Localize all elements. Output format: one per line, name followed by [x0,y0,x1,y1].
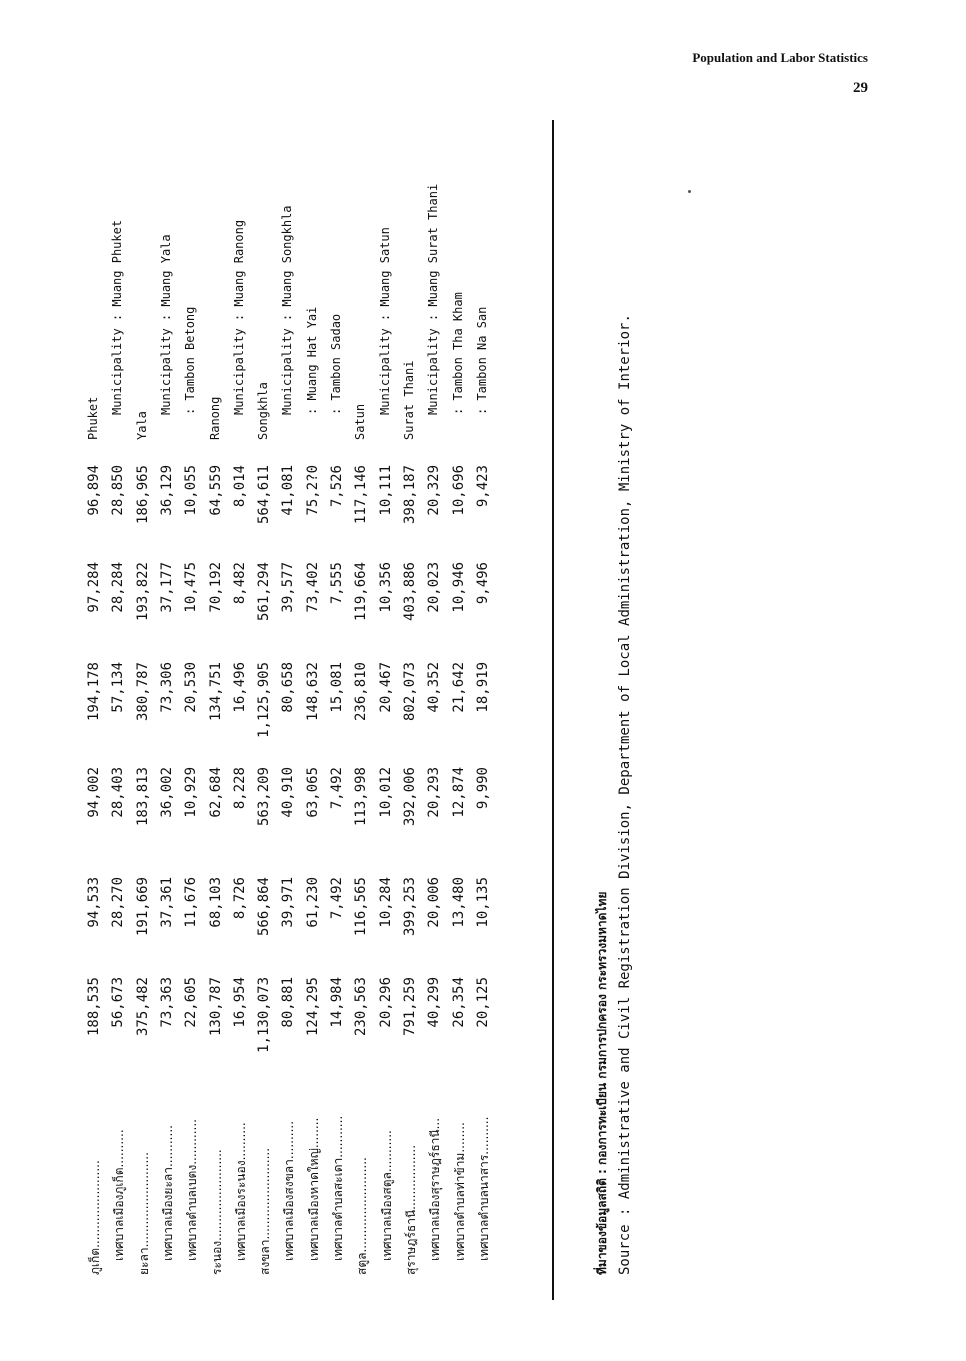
english-area-name: Municipality : Muang Ranong [231,219,246,415]
population-value: 10,929 [183,767,200,818]
population-value: 561,294 [256,562,273,622]
population-value: 20,530 [183,662,200,713]
population-value: 20,006 [426,877,443,928]
population-value: 10,111 [377,465,394,516]
thai-area-name: เทศบาลเมืองยะลา........... [160,1125,175,1261]
english-area-name: Songkhla [256,382,271,440]
population-value: 7,526 [329,465,345,508]
population-value: 28,284 [110,562,127,613]
population-value: 9,423 [474,465,491,508]
population-value: 94,002 [86,767,102,818]
population-value: 70,192 [207,562,224,613]
population-value: 10,055 [183,465,200,516]
thai-area-name: เทศบาลตำบลสะเดา........... [331,1115,345,1261]
population-value: 97,284 [86,562,102,613]
population-value: 191,669 [134,877,151,937]
population-value: 113,998 [353,767,370,827]
english-area-name: Phuket [86,396,100,440]
population-value: 193,822 [134,562,151,622]
population-value: 8,482 [231,562,248,605]
population-value: 26,354 [450,977,467,1028]
population-value: 94,533 [86,877,102,928]
population-value: 12,874 [450,767,467,818]
population-value: 375,482 [134,977,151,1037]
population-value: 41,081 [280,465,297,516]
english-area-name: : Tambon Na San [474,306,489,415]
population-value: 80,658 [280,662,297,713]
population-value: 39,577 [280,562,297,613]
population-value: 37,177 [158,562,175,613]
population-value: 116,565 [353,877,370,937]
population-value: 10,284 [377,877,394,928]
population-value: 1,125,905 [256,662,273,738]
population-value: 36,002 [158,767,175,818]
population-value: 20,467 [377,662,394,713]
population-value: 380,787 [134,662,151,722]
population-value: 16,954 [231,977,248,1028]
population-value: 10,012 [377,767,394,818]
population-value: 11,676 [183,877,200,928]
english-area-name: Municipality : Muang Phuket [110,219,125,415]
population-value: 20,023 [426,562,443,613]
thai-area-name: สตูล......................... [355,1157,370,1275]
population-value: 134,751 [207,662,224,722]
thai-area-name: สุราษฎร์ธานี................. [403,1144,418,1275]
thai-area-name: เทศบาลเมืองภูเก็ต.......... [112,1129,127,1261]
population-value: 8,014 [231,465,248,508]
population-value: 10,946 [450,562,467,613]
population-value: 68,103 [207,877,224,928]
population-value: 7,555 [329,562,345,605]
population-value: 119,664 [353,562,370,622]
population-value: 194,178 [86,662,102,722]
english-area-name: Municipality : Muang Satun [377,227,392,415]
population-value: 9,496 [474,562,491,605]
population-value: 7,492 [329,877,345,920]
population-value: 73,402 [304,562,321,613]
thai-area-name: เทศบาลเมืองสุราษฎร์ธานี... [428,1117,443,1261]
english-area-name: Satun [353,403,368,440]
english-area-name: : Muang Hat Yai [304,306,319,415]
population-value: 8,228 [231,767,248,810]
population-value: 16,496 [231,662,248,713]
population-value: 22,605 [183,977,200,1028]
population-value: 124,295 [304,977,321,1037]
english-area-name: Municipality : Muang Yala [158,234,173,415]
population-value: 40,910 [280,767,297,818]
population-value: 10,696 [450,465,467,516]
population-value: 73,306 [158,662,175,713]
english-area-name: Yala [134,411,149,440]
population-value: 75,2?0 [304,465,321,516]
population-value: 117,146 [353,465,370,525]
thai-area-name: สงขลา........................ [258,1147,273,1275]
population-value: 392,006 [401,767,418,827]
population-value: 20,293 [426,767,443,818]
population-value: 10,135 [474,877,491,928]
population-value: 10,475 [183,562,200,613]
population-value: 7,492 [329,767,345,810]
population-value: 62,684 [207,767,224,818]
population-value: 9,990 [474,767,491,810]
english-area-name: : Tambon Betong [183,306,198,415]
population-value: 14,984 [329,977,345,1028]
population-value: 802,073 [401,662,418,722]
population-value: 230,563 [353,977,370,1037]
population-value: 40,299 [426,977,443,1028]
population-value: 148,632 [304,662,321,722]
thai-area-name: เทศบาลตำบลนาสาร.......... [476,1116,491,1261]
population-value: 40,352 [426,662,443,713]
population-value: 18,919 [474,662,491,713]
population-value: 236,810 [353,662,370,722]
population-value: 80,881 [280,977,297,1028]
population-value: 56,673 [110,977,127,1028]
rotated-table [60,175,633,1275]
population-value: 96,894 [86,465,102,516]
population-value: 398,187 [401,465,418,525]
population-value: 28,850 [110,465,127,516]
population-value: 188,535 [86,977,102,1037]
population-value: 20,296 [377,977,394,1028]
population-value: 1,130,073 [256,977,273,1053]
population-value: 21,642 [450,662,467,713]
population-value: 20,329 [426,465,443,516]
source-note-english: Source : Administrative and Civil Registration Division, Department of Local Administration, Ministry of Interior. [617,314,633,1275]
population-value: 28,270 [110,877,127,928]
page-header: Population and Labor Statistics [692,50,868,65]
thai-area-name: ภูเก็ต....................... [88,1160,102,1275]
population-value: 73,363 [158,977,175,1028]
thai-area-name: เทศบาลเมืองหาดใหญ่........ [306,1117,321,1261]
population-value: 37,361 [158,877,175,928]
thai-area-name: เทศบาลตำบลเบตง............ [185,1119,200,1261]
population-value: 61,230 [304,877,321,928]
english-area-name: Municipality : Muang Songkhla [280,205,295,415]
population-value: 186,965 [134,465,151,525]
thai-area-name: เทศบาลเมืองระนอง.......... [233,1122,248,1261]
source-note-thai: ที่มาของข้อมูลสถิติ : กองการทะเบียน กรมการปกครอง กระทรวงมหาดไทย [595,891,609,1275]
population-value: 39,971 [280,877,297,928]
population-value: 13,480 [450,877,467,928]
thai-area-name: เทศบาลตำบลท่าข้าม........ [452,1122,467,1261]
population-value: 564,611 [256,465,273,525]
population-value: 566,864 [256,877,273,937]
population-value: 57,134 [110,662,127,713]
page-number: 29 [853,80,868,96]
population-value: 28,403 [110,767,127,818]
population-value: 791,259 [401,977,418,1037]
population-value: 130,787 [207,977,224,1037]
thai-area-name: เทศบาลเมืองสงขลา.......... [282,1120,297,1261]
population-value: 15,081 [329,662,345,713]
thai-area-name: ระนอง........................ [209,1149,224,1275]
population-value: 399,253 [401,877,418,937]
scan-speck [688,190,691,193]
thai-area-name: ยะลา......................... [136,1152,151,1275]
english-area-name: Ranong [207,396,222,440]
population-value: 36,129 [158,465,175,516]
english-area-name: Surat Thani [401,360,416,440]
population-value: 10,356 [377,562,394,613]
english-area-name: Municipality : Muang Surat Thani [426,183,441,415]
english-area-name: : Tambon Sadao [329,313,343,415]
population-value: 403,886 [401,562,418,622]
population-value: 64,559 [207,465,224,516]
population-value: 63,065 [304,767,321,818]
population-value: 20,125 [474,977,491,1028]
thai-area-name: เทศบาลเมืองสตูล........... [379,1130,394,1261]
population-value: 183,813 [134,767,151,827]
english-area-name: : Tambon Tha Kham [450,292,465,415]
population-value: 8,726 [231,877,248,920]
population-value: 563,209 [256,767,273,827]
